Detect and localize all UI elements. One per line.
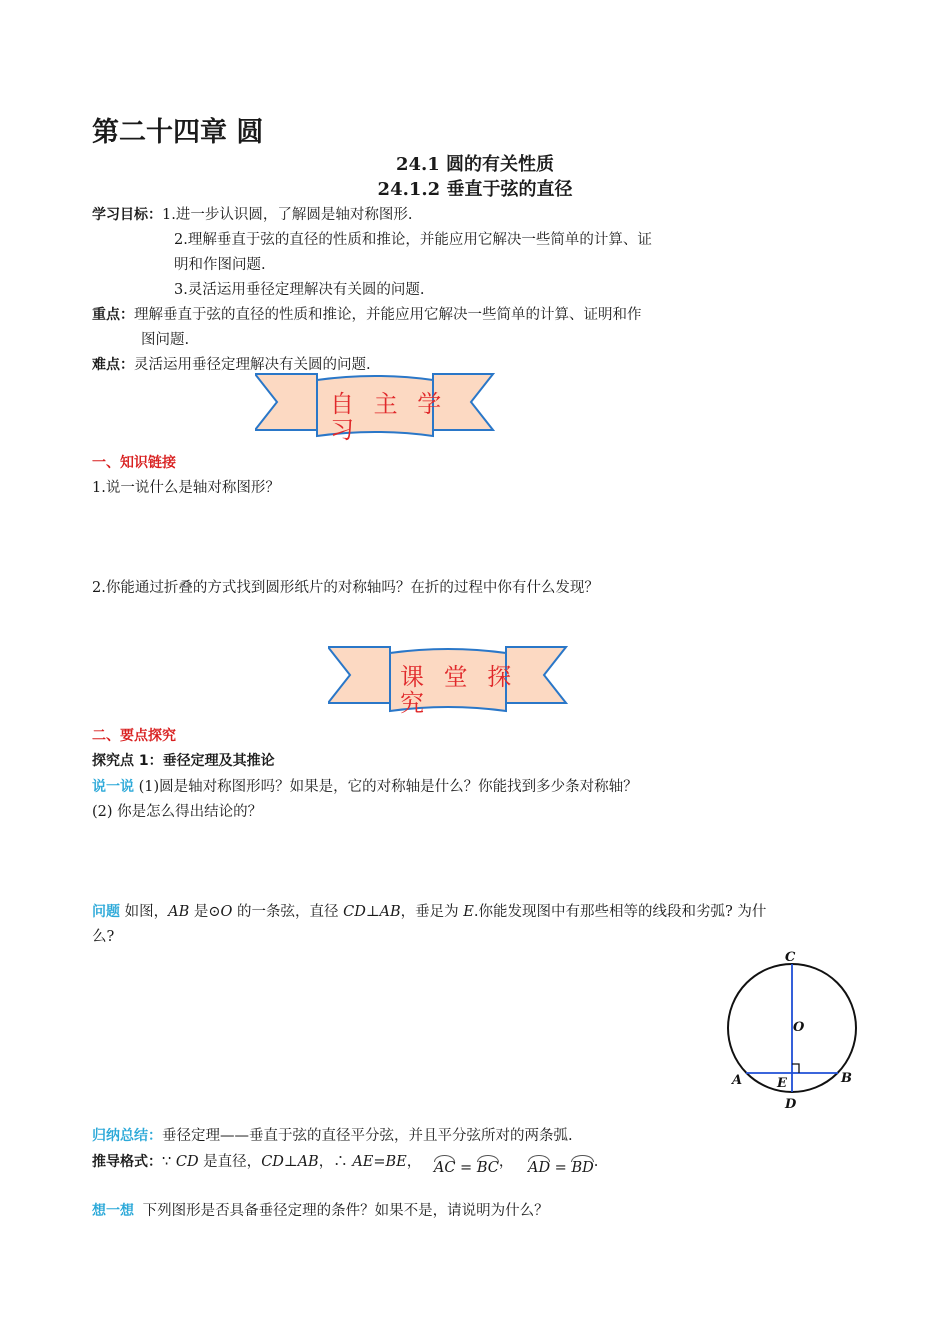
banner-self-study	[255, 372, 495, 442]
problem-var: AB	[379, 904, 401, 920]
think-text: 下列图形是否具备垂径定理的条件？如果不是，请说明为什么？	[142, 1203, 549, 1219]
arc-equation-2	[528, 1160, 594, 1176]
point-label-b: B	[841, 1071, 852, 1086]
equals-sign: =	[455, 1160, 477, 1176]
key-points-text-2: 图问题.	[141, 332, 190, 348]
banner-class-explore	[328, 645, 568, 717]
derivation-line	[92, 1150, 598, 1176]
banner-self-study-line2: 习	[330, 416, 360, 444]
point-label-c: C	[785, 950, 796, 965]
part2-heading: 二、要点探究	[92, 728, 176, 744]
objectives-text-3: 明和作图问题.	[174, 257, 266, 273]
explore-point-1: 探究点 1：垂径定理及其推论	[92, 753, 275, 769]
problem-line-2: 么?	[92, 929, 115, 945]
derivation-var: CD	[175, 1154, 199, 1170]
separator: ，	[498, 1154, 514, 1170]
chapter-title: 第二十四章 圆	[92, 117, 264, 148]
derivation-text: ，	[406, 1154, 422, 1170]
equals-sign: =	[550, 1160, 572, 1176]
problem-text: ，垂足为	[400, 904, 464, 920]
derivation-var: AE=BE	[352, 1154, 407, 1170]
banner-class-explore-line1: 课 堂 探	[400, 663, 518, 691]
key-points-text-1: 理解垂直于弦的直径的性质和推论，并能应用它解决一些简单的计算、证明和作	[134, 307, 642, 323]
part1-question-2: 2.你能通过折叠的方式找到圆形纸片的对称轴吗？在折的过程中你有什么发现？	[92, 580, 599, 596]
difficulty-text: 灵活运用垂径定理解决有关圆的问题.	[134, 357, 371, 373]
key-points	[92, 303, 642, 324]
problem-text: 的一条弦，直径	[232, 904, 344, 920]
part1-question-1: 1.说一说什么是轴对称图形？	[92, 480, 280, 496]
problem-var: O	[220, 904, 233, 920]
banner-self-study-line1: 自 主 学	[330, 390, 448, 418]
point-label-d: D	[785, 1097, 797, 1112]
problem-var: CD	[343, 904, 366, 920]
difficulty-label: 难点：	[92, 357, 134, 373]
derivation-var: CD	[261, 1154, 284, 1170]
say-question-1	[92, 775, 638, 796]
problem-text: ⊥	[365, 904, 380, 920]
arc-bd: BD	[571, 1160, 594, 1176]
banner-class-explore-line2: 究	[400, 689, 430, 717]
key-points-label: 重点：	[92, 307, 134, 323]
problem-text: 是⊙	[189, 904, 221, 920]
problem-line-1	[92, 900, 766, 921]
objectives-text-4: 3.灵活运用垂径定理解决有关圆的问题.	[174, 282, 425, 298]
arc-ad: AD	[527, 1160, 551, 1176]
summary-line	[92, 1124, 573, 1145]
section-title: 24.1 圆的有关性质	[395, 154, 555, 175]
say-label: 说一说	[92, 779, 134, 795]
problem-var: E	[463, 904, 474, 920]
part1-heading: 一、知识链接	[92, 455, 176, 471]
think-label: 想一想	[92, 1203, 134, 1219]
arc-equation-1	[434, 1160, 499, 1176]
derivation-text: ⊥	[283, 1154, 298, 1170]
derivation-text: ∵	[162, 1154, 176, 1170]
point-label-e: E	[777, 1076, 787, 1091]
think-line	[92, 1199, 549, 1220]
objectives-text-2: 2.理解垂直于弦的直径的性质和推论，并能应用它解决一些简单的计算、证	[174, 232, 652, 248]
circle-figure	[718, 945, 868, 1115]
derivation-label: 推导格式：	[92, 1154, 162, 1170]
summary-text: 垂径定理——垂直于弦的直径平分弦，并且平分弦所对的两条弧.	[162, 1128, 573, 1144]
objectives-label: 学习目标：	[92, 207, 162, 223]
objectives-line1	[92, 203, 412, 224]
derivation-text: ，∴	[318, 1154, 353, 1170]
difficulty	[92, 353, 371, 374]
problem-label: 问题	[92, 904, 120, 920]
circle-diagram	[718, 945, 868, 1115]
derivation-var: AB	[297, 1154, 319, 1170]
subsection-title: 24.1.2 垂直于弦的直径	[377, 179, 573, 200]
point-label-a: A	[732, 1073, 743, 1088]
problem-text: .你能发现图中有那些相等的线段和劣弧? 为什	[473, 904, 767, 920]
problem-text: 如图，	[124, 904, 169, 920]
say-question-2: (2) 你是怎么得出结论的？	[92, 804, 263, 820]
period: .	[593, 1154, 599, 1170]
problem-var: AB	[168, 904, 190, 920]
derivation-text: 是直径，	[198, 1154, 262, 1170]
say-q1-text: (1)圆是轴对称图形吗？如果是，它的对称轴是什么？你能找到多少条对称轴？	[138, 779, 638, 795]
objectives-text-1: 1.进一步认识圆，了解圆是轴对称图形.	[162, 207, 413, 223]
arc-ac: AC	[433, 1160, 456, 1176]
summary-label: 归纳总结：	[92, 1128, 162, 1144]
arc-bc: BC	[476, 1160, 499, 1176]
point-label-o: O	[793, 1020, 805, 1035]
